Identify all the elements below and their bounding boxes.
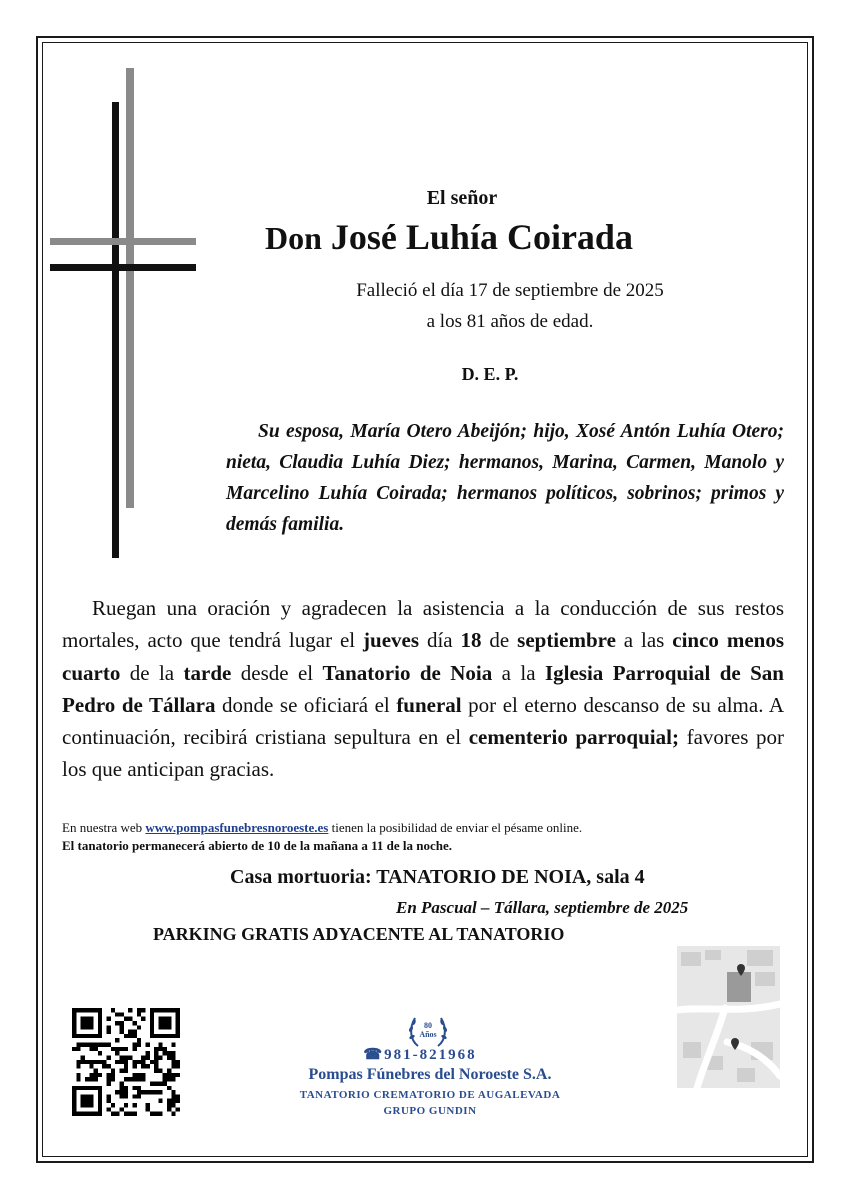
emphasis-17: cementerio parroquial; (468, 725, 679, 750)
text-run-14: donde se oficiará el (215, 692, 397, 717)
emphasis-13: Iglesia Parroquial de San Pedro de Tállara (62, 660, 784, 717)
text-run-8: de la (120, 660, 184, 685)
phone-text: 981-821968 (384, 1047, 477, 1063)
emphasis-9: tarde (183, 660, 232, 685)
web-before: En nuestra web (62, 820, 146, 835)
opening-hours: El tanatorio permanecerá abierto de 10 de la mañana a 11 de la noche. (62, 838, 452, 853)
text-run-2: día (419, 628, 461, 653)
text-run-18: favores por los que anticipan gracias. (62, 725, 784, 782)
web-after: tienen la posibilidad de enviar el pésame online. (328, 820, 583, 835)
death-date: Falleció el día 17 de septiembre de 2025 (356, 280, 664, 301)
place-date: En Pascual – Tállara, septiembre de 2025 (396, 898, 689, 917)
web-notice (62, 819, 784, 836)
intro-text: El señor (426, 187, 498, 209)
emphasis-15: funeral (396, 692, 462, 717)
dep-text: D. E. P. (461, 364, 519, 384)
emphasis-7: cinco menos cuarto (62, 628, 784, 685)
text-run-0: Ruegan una oración y agradecen la asistencia a la conducción de sus restos mortales, acto que tendrá lugar el (62, 596, 784, 653)
deceased-name (265, 216, 633, 258)
text-run-16: por el eterno descanso de su alma. A continuación, recibirá cristiana sepultura en el (62, 692, 784, 750)
family-list: Su esposa, María Otero Abeijón; hijo, Xosé Antón Luhía Otero; nieta, Claudia Luhía Diez; hermanos, Marina, Carmen, Manolo y Marcelino Luhía Coirada; hermanos políticos, sobrinos; primos y demás familia. (226, 421, 784, 535)
group-name: GRUPO GUNDIN (383, 1105, 477, 1117)
name-prefix: Don (265, 220, 322, 256)
logo-label (406, 1021, 450, 1039)
phone-number (300, 1045, 540, 1064)
emphasis-3: 18 (460, 628, 482, 653)
name-full: José Luhía Coirada (330, 217, 633, 257)
ceremony-text (62, 592, 784, 786)
location-map[interactable] (677, 946, 780, 1088)
funeral-home: Casa mortuoria: TANATORIO DE NOIA, sala 4 (230, 866, 645, 888)
emphasis-1: jueves (363, 628, 420, 653)
crematorio-name: TANATORIO CREMATORIO DE AUGALEVADA (299, 1089, 561, 1101)
emphasis-11: Tanatorio de Noia (322, 660, 493, 685)
qr-code[interactable] (72, 1008, 180, 1116)
company-name: Pompas Fúnebres del Noroeste S.A. (308, 1066, 552, 1083)
logo-word: Años (419, 1030, 437, 1039)
cross-icon (46, 68, 206, 568)
text-run-12: a la (492, 660, 545, 685)
phone-icon: ☎ (363, 1047, 385, 1063)
text-run-10: desde el (231, 660, 323, 685)
emphasis-5: septiembre (517, 628, 616, 653)
parking-notice: PARKING GRATIS ADYACENTE AL TANATORIO (153, 924, 565, 944)
text-run-4: de (481, 628, 518, 653)
text-run-6: a las (615, 628, 673, 653)
logo-number: 80 (424, 1021, 432, 1030)
age-text: a los 81 años de edad. (426, 311, 594, 332)
website-link[interactable]: www.pompasfunebresnoroeste.es (145, 820, 329, 835)
